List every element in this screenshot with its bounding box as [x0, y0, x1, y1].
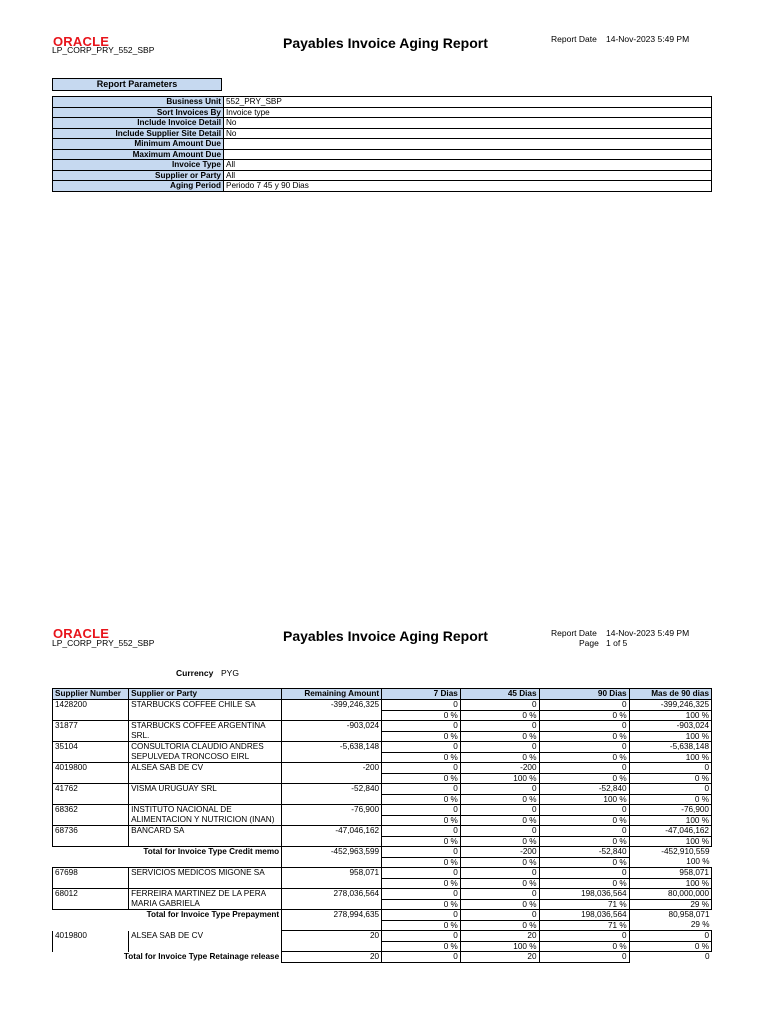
- total-row: [53, 952, 712, 963]
- percent-7-dias: 0 %: [382, 815, 461, 826]
- amount-7-dias: 0: [382, 931, 461, 942]
- supplier-number: 4019800: [53, 763, 129, 784]
- amount-45-dias: 20: [460, 931, 539, 942]
- amount-7-dias: 0: [382, 742, 461, 753]
- parameter-key: Sort Invoices By: [53, 107, 224, 118]
- amount-mas-90-dias: -399,246,325: [629, 700, 711, 711]
- percent-90-dias: 0 %: [539, 773, 629, 784]
- table-row: [53, 784, 712, 795]
- supplier-name: STARBUCKS COFFEE ARGENTINA SRL.: [129, 721, 282, 742]
- amount-90-dias: -52,840: [539, 784, 629, 795]
- table-row: [53, 826, 712, 837]
- supplier-name: CONSULTORIA CLAUDIO ANDRES SEPULVEDA TRONCOSO EIRL: [129, 742, 282, 763]
- col-45-dias: 45 Dias: [460, 689, 539, 700]
- total-percent-7-dias: 0 %: [382, 857, 461, 868]
- business-unit-code-page2: LP_CORP_PRY_552_SBP: [52, 638, 155, 648]
- parameter-key: Invoice Type: [53, 160, 224, 171]
- supplier-number: 68012: [53, 889, 129, 910]
- table-row: [53, 700, 712, 711]
- amount-7-dias: 0: [382, 700, 461, 711]
- total-45-dias: 20: [460, 952, 539, 963]
- parameter-value: All: [224, 170, 712, 181]
- percent-7-dias: 0 %: [382, 899, 461, 910]
- percent-90-dias: 0 %: [539, 941, 629, 952]
- percent-45-dias: 0 %: [460, 836, 539, 847]
- percent-90-dias: 0 %: [539, 815, 629, 826]
- col-supplier-or-party: Supplier or Party: [129, 689, 282, 700]
- supplier-name: INSTITUTO NACIONAL DE ALIMENTACION Y NUTRICION (INAN): [129, 805, 282, 826]
- table-row: [53, 931, 712, 942]
- percent-90-dias: 100 %: [539, 794, 629, 805]
- page-label: Page: [579, 638, 599, 648]
- amount-45-dias: 0: [460, 805, 539, 816]
- parameter-row: [53, 118, 712, 129]
- col-remaining-amount: Remaining Amount: [282, 689, 382, 700]
- amount-45-dias: 0: [460, 721, 539, 732]
- parameter-value: All: [224, 160, 712, 171]
- supplier-number: 35104: [53, 742, 129, 763]
- amount-45-dias: 0: [460, 868, 539, 879]
- col-7-dias: 7 Dias: [382, 689, 461, 700]
- amount-45-dias: 0: [460, 700, 539, 711]
- parameter-key: Aging Period: [53, 181, 224, 192]
- parameter-key: Minimum Amount Due: [53, 139, 224, 150]
- amount-mas-90-dias: -76,900: [629, 805, 711, 816]
- supplier-name: SERVICIOS MEDICOS MIGONE SA: [129, 868, 282, 889]
- percent-7-dias: 0 %: [382, 752, 461, 763]
- percent-7-dias: 0 %: [382, 878, 461, 889]
- total-label: Total for Invoice Type Prepayment: [146, 910, 280, 919]
- percent-mas-90-dias: 100 %: [629, 710, 711, 721]
- total-row: [53, 910, 712, 921]
- amount-mas-90-dias: 958,071: [629, 868, 711, 879]
- total-mas-90-dias: 80,958,071: [668, 910, 710, 919]
- total-remaining: 278,994,635: [282, 910, 382, 931]
- percent-7-dias: 0 %: [382, 710, 461, 721]
- report-date: 14-Nov-2023 5:49 PM: [606, 34, 690, 44]
- parameter-row: [53, 160, 712, 171]
- percent-mas-90-dias: 100 %: [629, 878, 711, 889]
- amount-7-dias: 0: [382, 784, 461, 795]
- col-mas-de-90-dias: Mas de 90 dias: [629, 689, 711, 700]
- supplier-name: ALSEA SAB DE CV: [129, 763, 282, 784]
- percent-45-dias: 0 %: [460, 731, 539, 742]
- amount-mas-90-dias: -47,046,162: [629, 826, 711, 837]
- amount-mas-90-dias: 0: [629, 763, 711, 774]
- percent-7-dias: 0 %: [382, 731, 461, 742]
- parameter-key: Include Supplier Site Detail: [53, 128, 224, 139]
- amount-45-dias: 0: [460, 889, 539, 900]
- currency-value: PYG: [221, 668, 239, 678]
- amount-45-dias: 0: [460, 826, 539, 837]
- total-remaining: 20: [282, 952, 382, 963]
- table-row: [53, 889, 712, 900]
- amount-90-dias: 0: [539, 868, 629, 879]
- percent-7-dias: 0 %: [382, 794, 461, 805]
- amount-45-dias: -200: [460, 763, 539, 774]
- table-row: [53, 721, 712, 732]
- remaining-amount: -47,046,162: [282, 826, 382, 847]
- total-percent-90-dias: 0 %: [539, 857, 629, 868]
- aging-table: [52, 688, 712, 963]
- percent-45-dias: 100 %: [460, 941, 539, 952]
- supplier-name: ALSEA SAB DE CV: [129, 931, 282, 952]
- remaining-amount: 278,036,564: [282, 889, 382, 910]
- parameter-key: Supplier or Party: [53, 170, 224, 181]
- parameter-row: [53, 128, 712, 139]
- percent-mas-90-dias: 100 %: [629, 731, 711, 742]
- supplier-name: FERREIRA MARTINEZ DE LA PERA MARIA GABRIELA: [129, 889, 282, 910]
- amount-90-dias: 0: [539, 931, 629, 942]
- parameter-value: Periodo 7 45 y 90 Dias: [224, 181, 712, 192]
- amount-7-dias: 0: [382, 805, 461, 816]
- supplier-name: VISMA URUGUAY SRL: [129, 784, 282, 805]
- parameter-value: No: [224, 118, 712, 129]
- supplier-number: 67698: [53, 868, 129, 889]
- amount-45-dias: 0: [460, 784, 539, 795]
- total-45-dias: 0: [460, 910, 539, 921]
- amount-90-dias: 0: [539, 721, 629, 732]
- percent-mas-90-dias: 100 %: [629, 752, 711, 763]
- total-percent-45-dias: 0 %: [460, 920, 539, 931]
- table-row: [53, 763, 712, 774]
- supplier-name: BANCARD SA: [129, 826, 282, 847]
- parameter-row: [53, 181, 712, 192]
- remaining-amount: -399,246,325: [282, 700, 382, 721]
- total-label: Total for Invoice Type Credit memo: [143, 847, 280, 856]
- page-number: 1 of 5: [606, 638, 628, 648]
- table-row: [53, 742, 712, 753]
- remaining-amount: -76,900: [282, 805, 382, 826]
- amount-7-dias: 0: [382, 868, 461, 879]
- percent-45-dias: 0 %: [460, 899, 539, 910]
- total-90-dias: 198,036,564: [539, 910, 629, 921]
- percent-90-dias: 0 %: [539, 731, 629, 742]
- amount-mas-90-dias: -5,638,148: [629, 742, 711, 753]
- amount-90-dias: 0: [539, 700, 629, 711]
- col-90-dias: 90 Dias: [539, 689, 629, 700]
- parameter-row: [53, 170, 712, 181]
- percent-45-dias: 100 %: [460, 773, 539, 784]
- supplier-name: STARBUCKS COFFEE CHILE SA: [129, 700, 282, 721]
- percent-mas-90-dias: 100 %: [629, 815, 711, 826]
- amount-90-dias: 0: [539, 742, 629, 753]
- percent-90-dias: 0 %: [539, 710, 629, 721]
- amount-7-dias: 0: [382, 763, 461, 774]
- percent-45-dias: 0 %: [460, 878, 539, 889]
- amount-7-dias: 0: [382, 826, 461, 837]
- supplier-number: 68362: [53, 805, 129, 826]
- percent-45-dias: 0 %: [460, 815, 539, 826]
- total-7-dias: 0: [382, 952, 461, 963]
- remaining-amount: -5,638,148: [282, 742, 382, 763]
- remaining-amount: -200: [282, 763, 382, 784]
- total-90-dias: -52,840: [539, 847, 629, 858]
- report-parameters-header: Report Parameters: [52, 78, 222, 91]
- remaining-amount: -903,024: [282, 721, 382, 742]
- parameter-value: No: [224, 128, 712, 139]
- total-90-dias: 0: [539, 952, 629, 963]
- percent-mas-90-dias: 100 %: [629, 836, 711, 847]
- total-percent-mas-90-dias: 100 %: [686, 857, 710, 866]
- total-label: Total for Invoice Type Retainage release: [123, 951, 280, 961]
- total-45-dias: -200: [460, 847, 539, 858]
- amount-mas-90-dias: -903,024: [629, 721, 711, 732]
- parameter-key: Maximum Amount Due: [53, 149, 224, 160]
- supplier-number: 68736: [53, 826, 129, 847]
- amount-7-dias: 0: [382, 889, 461, 900]
- report-date-label-page2: Report Date: [551, 628, 597, 638]
- amount-90-dias: 0: [539, 805, 629, 816]
- percent-mas-90-dias: 0 %: [629, 773, 711, 784]
- percent-90-dias: 71 %: [539, 899, 629, 910]
- total-percent-45-dias: 0 %: [460, 857, 539, 868]
- amount-45-dias: 0: [460, 742, 539, 753]
- table-row: [53, 868, 712, 879]
- percent-45-dias: 0 %: [460, 752, 539, 763]
- total-7-dias: 0: [382, 847, 461, 858]
- parameter-row: [53, 139, 712, 150]
- percent-90-dias: 0 %: [539, 752, 629, 763]
- table-row: [53, 805, 712, 816]
- parameter-key: Business Unit: [53, 97, 224, 108]
- total-7-dias: 0: [382, 910, 461, 921]
- parameter-value: [224, 149, 712, 160]
- amount-90-dias: 198,036,564: [539, 889, 629, 900]
- parameter-key: Include Invoice Detail: [53, 118, 224, 129]
- total-row: [53, 847, 712, 858]
- report-date-page2: 14-Nov-2023 5:49 PM: [606, 628, 690, 638]
- parameter-row: [53, 149, 712, 160]
- percent-90-dias: 0 %: [539, 836, 629, 847]
- report-title: Payables Invoice Aging Report: [283, 35, 488, 51]
- total-mas-90-dias: 0: [704, 952, 710, 961]
- amount-mas-90-dias: 0: [629, 784, 711, 795]
- amount-mas-90-dias: 80,000,000: [629, 889, 711, 900]
- col-supplier-number: Supplier Number: [53, 689, 129, 700]
- parameter-row: [53, 97, 712, 108]
- percent-mas-90-dias: 29 %: [629, 899, 711, 910]
- percent-45-dias: 0 %: [460, 794, 539, 805]
- supplier-number: 31877: [53, 721, 129, 742]
- supplier-number: 41762: [53, 784, 129, 805]
- remaining-amount: 20: [282, 931, 382, 952]
- total-percent-mas-90-dias: 29 %: [690, 920, 710, 929]
- amount-90-dias: 0: [539, 763, 629, 774]
- total-percent-7-dias: 0 %: [382, 920, 461, 931]
- percent-45-dias: 0 %: [460, 710, 539, 721]
- percent-mas-90-dias: 0 %: [629, 794, 711, 805]
- total-percent-90-dias: 71 %: [539, 920, 629, 931]
- business-unit-code: LP_CORP_PRY_552_SBP: [52, 45, 155, 55]
- remaining-amount: 958,071: [282, 868, 382, 889]
- amount-7-dias: 0: [382, 721, 461, 732]
- supplier-number: 1428200: [53, 700, 129, 721]
- amount-90-dias: 0: [539, 826, 629, 837]
- report-title-page2: Payables Invoice Aging Report: [283, 628, 488, 644]
- percent-90-dias: 0 %: [539, 878, 629, 889]
- total-mas-90-dias: -452,910,559: [661, 847, 710, 856]
- parameter-value: [224, 139, 712, 150]
- amount-mas-90-dias: 0: [629, 931, 711, 942]
- percent-7-dias: 0 %: [382, 941, 461, 952]
- report-parameters-table: [52, 96, 712, 192]
- currency-label: Currency: [176, 668, 214, 678]
- parameter-value: Invoice type: [224, 107, 712, 118]
- percent-7-dias: 0 %: [382, 836, 461, 847]
- supplier-number: 4019800: [53, 931, 129, 952]
- report-date-label: Report Date: [551, 34, 597, 44]
- oracle-logo: ORACLE: [53, 34, 110, 49]
- oracle-logo-page2: ORACLE: [53, 626, 110, 641]
- remaining-amount: -52,840: [282, 784, 382, 805]
- percent-mas-90-dias: 0 %: [629, 941, 711, 952]
- parameter-value: 552_PRY_SBP: [224, 97, 712, 108]
- total-remaining: -452,963,599: [282, 847, 382, 868]
- percent-7-dias: 0 %: [382, 773, 461, 784]
- parameter-row: [53, 107, 712, 118]
